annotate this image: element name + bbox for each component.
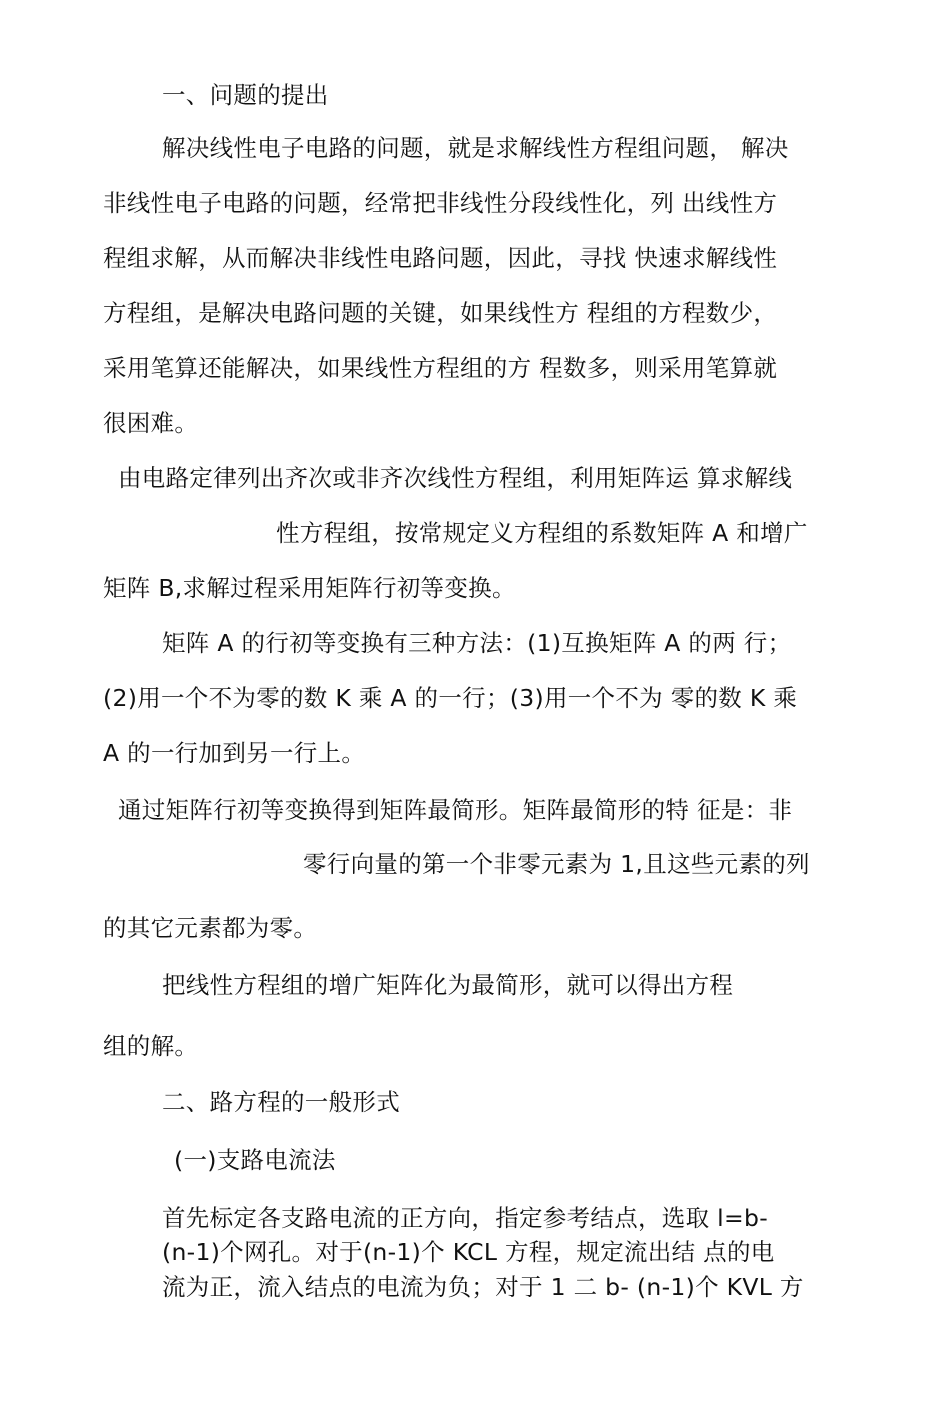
paragraph-line: 首先标定各支路电流的正方向，指定参考结点，选取 l=b- [162, 1204, 768, 1232]
paragraph-line: 把线性方程组的增广矩阵化为最简形，就可以得出方程 [162, 971, 734, 999]
paragraph-line: 组的解。 [103, 1032, 199, 1060]
paragraph-line: (n-1)个网孔。对于(n-1)个 KCL 方程，规定流出结 点的电 [162, 1238, 775, 1266]
subsection-heading: (一)支路电流法 [174, 1146, 336, 1174]
paragraph-line: 解决线性电子电路的问题，就是求解线性方程组问题， 解决 [162, 134, 789, 162]
paragraph-line: 流为正，流入结点的电流为负；对于 1 二 b- (n-1)个 KVL 方 [162, 1273, 804, 1301]
paragraph-line: 零行向量的第一个非零元素为 1,且这些元素的列 [303, 850, 810, 878]
paragraph-line: 矩阵 A 的行初等变换有三种方法：(1)互换矩阵 A 的两 行； [162, 629, 792, 657]
paragraph-line: (2)用一个不为零的数 K 乘 A 的一行；(3)用一个不为 零的数 K 乘 [103, 684, 798, 712]
paragraph-line: 方程组，是解决电路问题的关键，如果线性方 程组的方程数少， [103, 299, 778, 327]
section-heading: 二、路方程的一般形式 [162, 1088, 400, 1116]
paragraph-line: A 的一行加到另一行上。 [103, 739, 366, 767]
paragraph-line: 由电路定律列出齐次或非齐次线性方程组，利用矩阵运 算求解线 [118, 464, 793, 492]
paragraph-line: 很困难。 [103, 409, 199, 437]
paragraph-line: 采用笔算还能解决，如果线性方程组的方 程数多，则采用笔算就 [103, 354, 778, 382]
paragraph-line: 矩阵 B,求解过程采用矩阵行初等变换。 [103, 574, 516, 602]
paragraph-line: 通过矩阵行初等变换得到矩阵最简形。矩阵最简形的特 征是：非 [118, 796, 793, 824]
paragraph-line: 非线性电子电路的问题，经常把非线性分段线性化，列 出线性方 [103, 189, 778, 217]
paragraph-line: 性方程组，按常规定义方程组的系数矩阵 A 和增广 [276, 519, 808, 547]
paragraph-line: 的其它元素都为零。 [103, 914, 318, 942]
paragraph-line: 程组求解，从而解决非线性电路问题，因此，寻找 快速求解线性 [103, 244, 778, 272]
section-heading: 一、问题的提出 [162, 81, 329, 109]
